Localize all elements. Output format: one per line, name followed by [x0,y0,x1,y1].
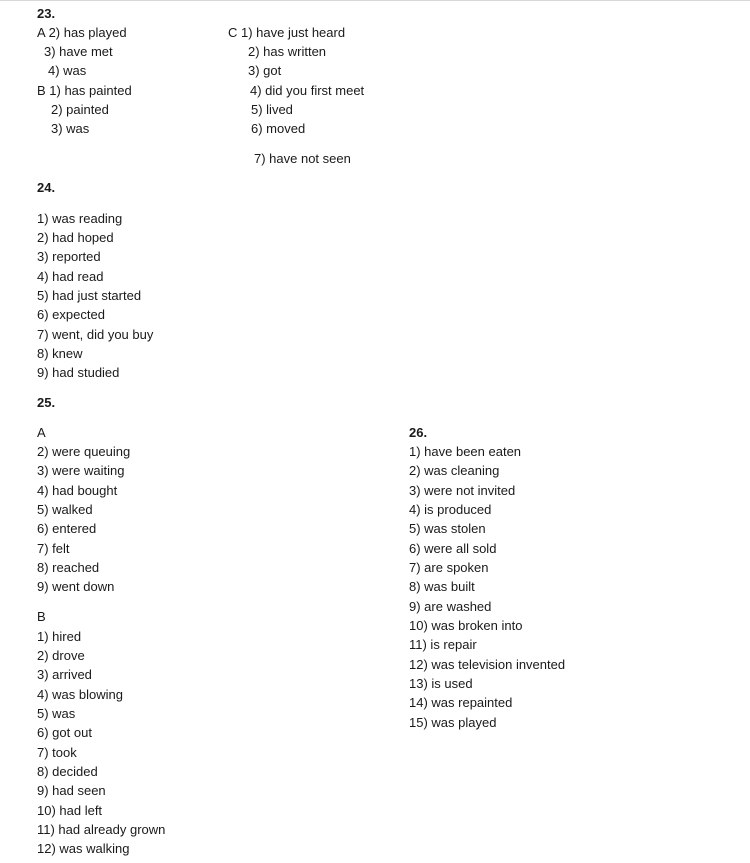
ex24-item: 1) was reading [37,211,123,226]
ex26-item: 11) is repair [409,637,477,652]
ex26-item: 3) were not invited [409,483,516,498]
ex25-b-item: 3) arrived [37,667,92,682]
ex25-b-item: 5) was [37,706,76,721]
ex23-c-line-3: 3) got [248,63,282,78]
ex24-item: 2) had hoped [37,230,114,245]
ex24-item: 4) had read [37,269,104,284]
ex25-a-item: 8) reached [37,560,100,575]
ex24-item: 7) went, did you buy [37,327,154,342]
exercise-25-heading: 25. [37,395,56,410]
ex26-item: 12) was television invented [409,657,566,672]
ex25-b-label: B [37,609,46,624]
page-top-border [0,0,750,1]
ex25-a-label: A [37,425,46,440]
ex25-b-item: 8) decided [37,764,98,779]
ex23-b-line-3: 3) was [51,121,90,136]
ex24-item: 6) expected [37,307,105,322]
ex25-a-item: 4) had bought [37,483,118,498]
ex26-item: 10) was broken into [409,618,523,633]
ex26-item: 4) is produced [409,502,492,517]
ex25-b-item: 1) hired [37,629,82,644]
ex26-item: 8) was built [409,579,475,594]
ex23-b-line-2: 2) painted [51,102,109,117]
ex25-b-item: 7) took [37,745,77,760]
ex25-b-item: 4) was blowing [37,687,123,702]
ex23-a-line-3: 4) was [48,63,87,78]
ex24-item: 8) knew [37,346,83,361]
ex25-a-item: 3) were waiting [37,463,125,478]
ex23-c-line-4: 4) did you first meet [250,83,365,98]
ex26-item: 15) was played [409,715,497,730]
ex26-item: 7) are spoken [409,560,489,575]
exercise-23-heading: 23. [37,6,56,21]
ex25-a-item: 5) walked [37,502,93,517]
exercise-26-heading: 26. [409,425,428,440]
ex26-item: 2) was cleaning [409,463,500,478]
exercise-24-heading: 24. [37,180,56,195]
ex23-c-line-7: 7) have not seen [254,151,351,166]
ex23-c-line-1: C 1) have just heard [228,25,346,40]
ex26-item: 5) was stolen [409,521,486,536]
ex23-b-line-1: B 1) has painted [37,83,132,98]
ex23-c-line-6: 6) moved [251,121,306,136]
ex23-a-line-2: 3) have met [44,44,113,59]
ex25-b-item: 9) had seen [37,783,106,798]
ex26-item: 13) is used [409,676,473,691]
ex25-a-item: 2) were queuing [37,444,131,459]
ex26-item: 14) was repainted [409,695,513,710]
ex23-c-line-2: 2) has written [248,44,327,59]
ex24-item: 3) reported [37,249,101,264]
ex25-b-item: 6) got out [37,725,92,740]
ex23-c-line-5: 5) lived [251,102,293,117]
ex26-item: 9) are washed [409,599,492,614]
ex25-b-item: 12) was walking [37,841,130,856]
ex25-b-item: 11) had already grown [37,822,166,837]
ex26-item: 1) have been eaten [409,444,522,459]
ex26-item: 6) were all sold [409,541,497,556]
ex23-a-line-1: A 2) has played [37,25,127,40]
ex25-a-item: 9) went down [37,579,115,594]
ex25-b-item: 10) had left [37,803,103,818]
ex25-a-item: 6) entered [37,521,97,536]
ex25-a-item: 7) felt [37,541,70,556]
ex25-b-item: 2) drove [37,648,85,663]
ex24-item: 9) had studied [37,365,120,380]
ex24-item: 5) had just started [37,288,142,303]
